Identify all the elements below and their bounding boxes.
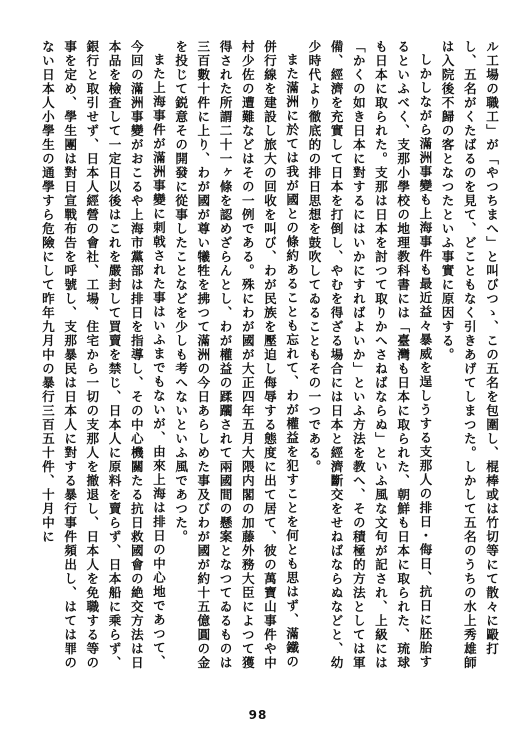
paragraph-1: ル工場の職工」が「やつちまへ」と叫びつゝ、この五名を包圍し、棍棒或は竹切等にて散々に毆打し、五名がくたばるのを見て、どこともなく引きあげてしまつた。しかして五名のうちの水上秀雄師は入院後不歸の客となつたといふ事實に原因する。 — [439, 40, 499, 670]
paragraph-4: また上海事件が滿洲事變に刺戟された事はいふまでもないが、由來上海は排日の中心地であつて、今回の滿洲事變がおこるや上海市黨部は排日を指導し、その中心機關たる抗日救國會の絶交方法は日本品を檢査して一定日以後はこれを嚴封して買賣を禁じ、日本人に原料を賣らず、日本船に乘らず、銀行と取引せず、日本人經營の會社、工場、住宅から一切の支那人を撤退し、日本人を免職する等の事を定め、學生團は對日宣戰布告を呼號し、支那暴民は日本人に對する暴行事件頻出し、はては罪のない日本人小學生の通學すら危險にして昨年九月中の暴行三百五十件、十月中に — [39, 40, 166, 670]
paragraph-3: また滿洲に於ては我が國との條約あることも忘れて、わが權益を犯すことを何とも思はず、滿鐵の併行線を建設し旅大の回收を叫び、わが民族を壓迫し侮辱する態度に出て居て、彼の萬寶山事件や中村少佐の遭難などはその一例である。殊にわが國が大正四年五月大隈内閣の加藤外務大臣によつて獲得された所謂二十一ヶ條を認めざらんとし、わが權益の蹂躙されて兩國間の懸案となつてゐるものは三百數十件に上り、わが國が尊い犧牲を拂つて滿洲の今日あらしめた事及びわが國が約十五億圓の金を投じて鋭意その開發に從事したことなどを少しも考へないといふ風であつた。 — [173, 40, 300, 670]
paragraph-2: しかしながら滿洲事變も上海事件も最近益々暴威を逞しうする支那人の排日・侮日、抗日に胚胎するといふべく、支那小學校の地理教科書には「臺灣も日本に取られた、朝鮮も日本に取られた、琉球も日本に取られた。支那は日本を討つて取りかへさねばならぬ」といふ風な文句が記され、上級には「かくの如き日本に對するにはいかにすればよいか」といふ方法を教へ、その積極的方法としては軍備、經濟を充實して日本を打倒し、やむを得ざる場合には日本と經濟斷交をせねばならぬなどと、幼少時代より徹底的の排日思想を鼓吹してゐることもその一つである。 — [306, 40, 433, 670]
page-number: 98 — [248, 708, 268, 722]
body-text — [22, 40, 502, 680]
